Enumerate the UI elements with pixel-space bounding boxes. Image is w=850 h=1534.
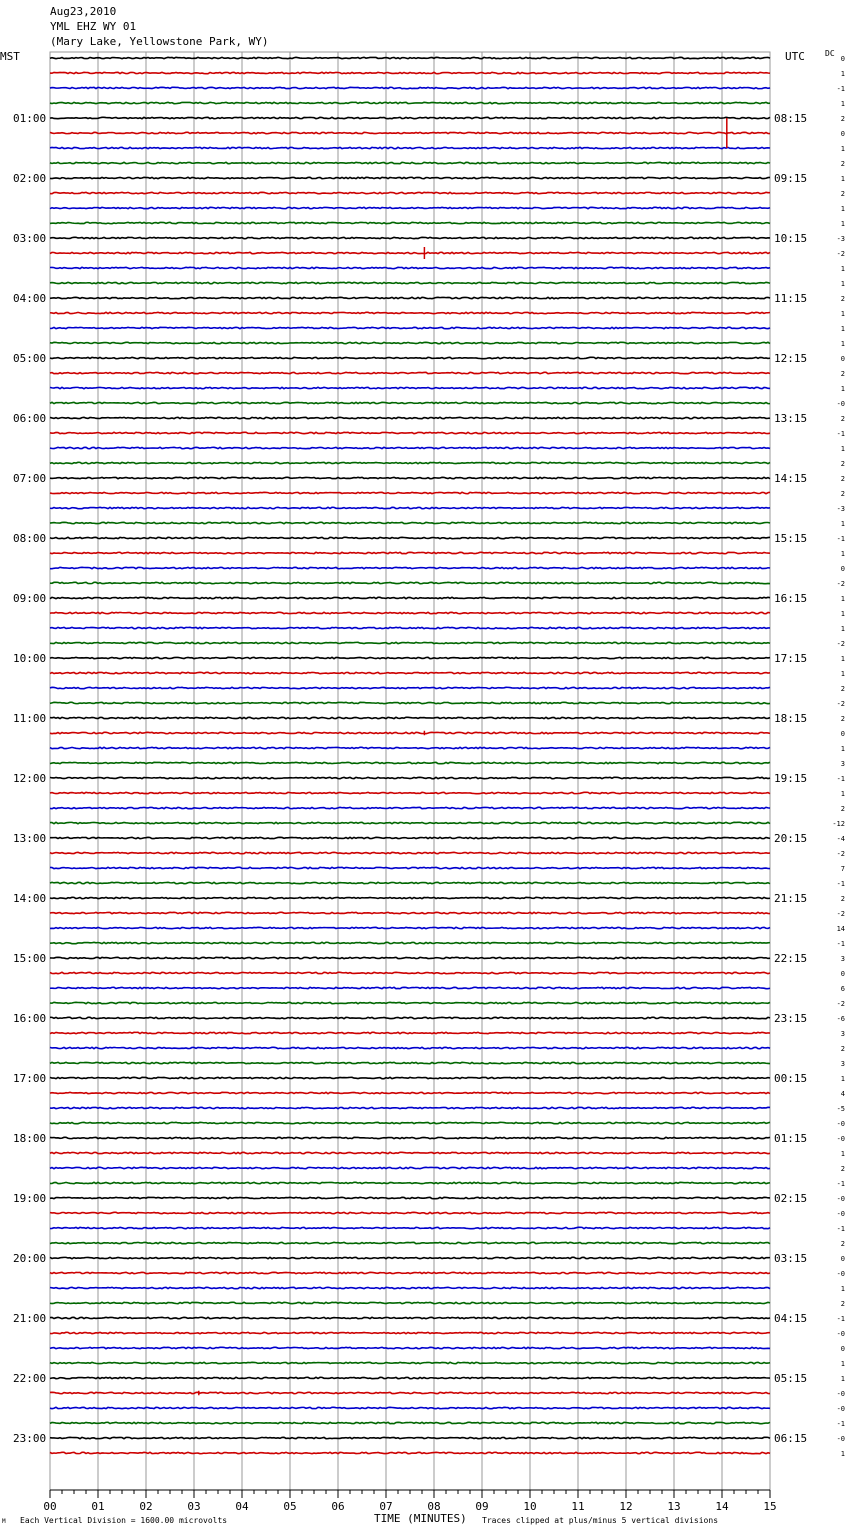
dc-value: 0: [840, 730, 845, 738]
dc-value: -1: [836, 1180, 845, 1188]
trace-line: [50, 732, 770, 733]
trace-line: [50, 912, 770, 913]
utc-hour-label: 16:15: [774, 592, 808, 605]
dc-value: -0: [836, 1435, 845, 1443]
trace-line: [50, 1137, 770, 1138]
x-tick-label: 02: [139, 1500, 153, 1513]
dc-value: 1: [840, 385, 845, 393]
trace-line: [50, 432, 770, 433]
trace-line: [50, 1077, 770, 1078]
trace-line: [50, 1152, 770, 1153]
utc-hour-label: 04:15: [774, 1312, 808, 1325]
trace-line: [50, 477, 770, 478]
mst-hour-label: 11:00: [13, 712, 47, 725]
trace-line: [50, 837, 770, 838]
utc-hour-label: 00:15: [774, 1072, 808, 1085]
dc-value: 2: [840, 895, 845, 903]
mst-hour-label: 13:00: [13, 832, 47, 845]
trace-line: [50, 1227, 770, 1228]
trace-line: [50, 1392, 770, 1393]
dc-value: 2: [840, 160, 845, 168]
dc-value: 1: [840, 550, 845, 558]
dc-value: 2: [840, 415, 845, 423]
dc-value: 2: [840, 190, 845, 198]
dc-value: 2: [840, 805, 845, 813]
trace-line: [50, 777, 770, 778]
dc-value: 1: [840, 610, 845, 618]
trace-line: [50, 1182, 770, 1183]
trace-line: [50, 1122, 770, 1123]
dc-value: 2: [840, 1045, 845, 1053]
dc-value: -2: [836, 700, 845, 708]
trace-line: [50, 1047, 770, 1048]
dc-value: -1: [836, 85, 845, 93]
trace-line: [50, 747, 770, 748]
dc-value: -6: [836, 1015, 845, 1023]
dc-value: 1: [840, 790, 845, 798]
trace-line: [50, 957, 770, 958]
header-station: YML EHZ WY 01: [50, 20, 137, 33]
x-axis-label: TIME (MINUTES): [374, 1512, 467, 1525]
utc-hour-label: 20:15: [774, 832, 808, 845]
x-tick-label: 14: [715, 1500, 729, 1513]
dc-value: -1: [836, 940, 845, 948]
trace-line: [50, 192, 770, 193]
utc-hour-label: 11:15: [774, 292, 808, 305]
dc-value: -0: [836, 1135, 845, 1143]
dc-value: -0: [836, 1330, 845, 1338]
utc-hour-label: 05:15: [774, 1372, 808, 1385]
dc-value: 3: [840, 1060, 845, 1068]
dc-value: -2: [836, 850, 845, 858]
dc-value: -2: [836, 250, 845, 258]
trace-line: [50, 1197, 770, 1198]
dc-value: -1: [836, 1420, 845, 1428]
dc-value: 2: [840, 295, 845, 303]
utc-hour-label: 19:15: [774, 772, 808, 785]
mst-hour-label: 10:00: [13, 652, 47, 665]
dc-value: -3: [836, 235, 845, 243]
mst-hour-label: 04:00: [13, 292, 47, 305]
trace-line: [50, 882, 770, 883]
trace-line: [50, 1242, 770, 1243]
dc-value: 1: [840, 340, 845, 348]
dc-value: -0: [836, 1120, 845, 1128]
x-tick-label: 04: [235, 1500, 249, 1513]
trace-line: [50, 87, 770, 88]
trace-line: [50, 162, 770, 163]
x-tick-label: 12: [619, 1500, 633, 1513]
trace-line: [50, 207, 770, 208]
dc-value: -1: [836, 430, 845, 438]
dc-value: -1: [836, 775, 845, 783]
dc-value: 2: [840, 1240, 845, 1248]
utc-hour-label: 10:15: [774, 232, 808, 245]
dc-value: -2: [836, 1000, 845, 1008]
dc-value: 2: [840, 1300, 845, 1308]
trace-line: [50, 177, 770, 178]
trace-line: [50, 1107, 770, 1108]
dc-value: -12: [832, 820, 845, 828]
dc-value: -3: [836, 505, 845, 513]
trace-line: [50, 1272, 770, 1273]
trace-line: [50, 132, 770, 133]
dc-value: 0: [840, 1345, 845, 1353]
corner-mark: M: [2, 1518, 6, 1525]
dc-value: 2: [840, 685, 845, 693]
trace-line: [50, 402, 770, 403]
trace-line: [50, 1062, 770, 1063]
trace-line: [50, 327, 770, 328]
dc-value: 7: [840, 865, 845, 873]
mst-hour-label: 19:00: [13, 1192, 47, 1205]
dc-value: -0: [836, 1270, 845, 1278]
dc-value: 1: [840, 1150, 845, 1158]
trace-line: [50, 552, 770, 553]
trace-line: [50, 387, 770, 388]
mst-hour-label: 01:00: [13, 112, 47, 125]
dc-value: 2: [840, 1165, 845, 1173]
dc-value: 1: [840, 145, 845, 153]
trace-line: [50, 762, 770, 763]
dc-value: 0: [840, 55, 845, 63]
trace-line: [50, 282, 770, 283]
utc-hour-label: 13:15: [774, 412, 808, 425]
dc-value: -2: [836, 640, 845, 648]
trace-line: [50, 102, 770, 103]
utc-hour-label: 08:15: [774, 112, 808, 125]
dc-value: -2: [836, 910, 845, 918]
trace-line: [50, 357, 770, 358]
trace-line: [50, 1377, 770, 1378]
dc-value: 0: [840, 565, 845, 573]
utc-hour-label: 09:15: [774, 172, 808, 185]
dc-value: 2: [840, 370, 845, 378]
trace-line: [50, 522, 770, 523]
trace-line: [50, 1167, 770, 1168]
dc-value: 1: [840, 1360, 845, 1368]
mst-hour-label: 07:00: [13, 472, 47, 485]
dc-value: 2: [840, 115, 845, 123]
utc-hour-label: 18:15: [774, 712, 808, 725]
dc-value: -1: [836, 1315, 845, 1323]
trace-line: [50, 297, 770, 298]
dc-value: -1: [836, 1225, 845, 1233]
x-tick-label: 11: [571, 1500, 585, 1513]
trace-line: [50, 447, 770, 448]
header-location: (Mary Lake, Yellowstone Park, WY): [50, 35, 269, 48]
trace-line: [50, 1092, 770, 1093]
mst-hour-label: 22:00: [13, 1372, 47, 1385]
trace-line: [50, 582, 770, 583]
dc-value: 1: [840, 325, 845, 333]
dc-value: 1: [840, 625, 845, 633]
dc-value: 14: [836, 925, 845, 933]
dc-value: 1: [840, 520, 845, 528]
dc-value: 1: [840, 745, 845, 753]
trace-line: [50, 492, 770, 493]
trace-line: [50, 1002, 770, 1003]
mst-hour-label: 06:00: [13, 412, 47, 425]
trace-line: [50, 1347, 770, 1348]
dc-value: -0: [836, 1210, 845, 1218]
dc-value: 2: [840, 490, 845, 498]
x-tick-label: 07: [379, 1500, 393, 1513]
trace-line: [50, 417, 770, 418]
trace-line: [50, 1317, 770, 1318]
trace-line: [50, 372, 770, 373]
x-tick-label: 05: [283, 1500, 297, 1513]
dc-value: 1: [840, 1375, 845, 1383]
trace-line: [50, 1212, 770, 1213]
dc-value: 1: [840, 280, 845, 288]
utc-hour-label: 15:15: [774, 532, 808, 545]
trace-line: [50, 1257, 770, 1258]
trace-line: [50, 807, 770, 808]
x-tick-label: 03: [187, 1500, 201, 1513]
mst-hour-label: 14:00: [13, 892, 47, 905]
trace-line: [50, 1422, 770, 1423]
header-date: Aug23,2010: [50, 5, 117, 18]
utc-hour-label: 06:15: [774, 1432, 808, 1445]
dc-value: -4: [836, 835, 845, 843]
trace-line: [50, 657, 770, 658]
trace-line: [50, 642, 770, 643]
trace-line: [50, 927, 770, 928]
dc-value: 1: [840, 310, 845, 318]
x-tick-label: 01: [91, 1500, 105, 1513]
dc-value: 1: [840, 445, 845, 453]
trace-line: [50, 867, 770, 868]
dc-value: 4: [840, 1090, 845, 1098]
dc-value: -2: [836, 580, 845, 588]
utc-hour-label: 01:15: [774, 1132, 808, 1145]
utc-hour-label: 21:15: [774, 892, 808, 905]
trace-line: [50, 717, 770, 718]
mst-hour-label: 02:00: [13, 172, 47, 185]
dc-value: -1: [836, 535, 845, 543]
dc-value: -0: [836, 1195, 845, 1203]
mst-hour-label: 17:00: [13, 1072, 47, 1085]
mst-hour-label: 20:00: [13, 1252, 47, 1265]
dc-value: -0: [836, 1405, 845, 1413]
utc-hour-label: 23:15: [774, 1012, 808, 1025]
trace-line: [50, 1032, 770, 1033]
trace-line: [50, 1437, 770, 1438]
right-timezone-label: UTC: [785, 50, 805, 63]
dc-value: 0: [840, 355, 845, 363]
trace-line: [50, 57, 770, 58]
trace-line: [50, 942, 770, 943]
trace-line: [50, 117, 770, 118]
division-note: Each Vertical Division = 1600.00 microvolts: [20, 1516, 228, 1525]
dc-label: DC: [825, 49, 835, 58]
dc-value: 1: [840, 1450, 845, 1458]
mst-hour-label: 08:00: [13, 532, 47, 545]
dc-value: 0: [840, 130, 845, 138]
utc-hour-label: 14:15: [774, 472, 808, 485]
trace-line: [50, 507, 770, 508]
dc-value: 1: [840, 100, 845, 108]
trace-line: [50, 222, 770, 223]
trace-line: [50, 627, 770, 628]
trace-line: [50, 312, 770, 313]
trace-line: [50, 567, 770, 568]
trace-line: [50, 702, 770, 703]
dc-value: 2: [840, 715, 845, 723]
dc-value: 3: [840, 1030, 845, 1038]
trace-line: [50, 972, 770, 973]
trace-line: [50, 237, 770, 238]
trace-line: [50, 822, 770, 823]
trace-line: [50, 1407, 770, 1408]
dc-value: 1: [840, 205, 845, 213]
trace-line: [50, 897, 770, 898]
trace-line: [50, 1302, 770, 1303]
dc-value: 3: [840, 955, 845, 963]
dc-value: 1: [840, 265, 845, 273]
dc-value: -0: [836, 1390, 845, 1398]
trace-line: [50, 147, 770, 148]
mst-hour-label: 12:00: [13, 772, 47, 785]
mst-hour-label: 09:00: [13, 592, 47, 605]
mst-hour-label: 03:00: [13, 232, 47, 245]
trace-line: [50, 342, 770, 343]
utc-hour-label: 02:15: [774, 1192, 808, 1205]
trace-line: [50, 987, 770, 988]
trace-line: [50, 597, 770, 598]
dc-value: 1: [840, 175, 845, 183]
trace-line: [50, 537, 770, 538]
trace-line: [50, 1287, 770, 1288]
dc-value: 1: [840, 655, 845, 663]
x-tick-label: 08: [427, 1500, 441, 1513]
dc-value: 1: [840, 220, 845, 228]
utc-hour-label: 22:15: [774, 952, 808, 965]
trace-line: [50, 687, 770, 688]
trace-line: [50, 462, 770, 463]
dc-value: -1: [836, 880, 845, 888]
left-timezone-label: MST: [0, 50, 20, 63]
trace-line: [50, 1452, 770, 1453]
trace-line: [50, 267, 770, 268]
trace-line: [50, 1332, 770, 1333]
dc-value: 1: [840, 70, 845, 78]
x-tick-label: 09: [475, 1500, 489, 1513]
dc-value: 0: [840, 1255, 845, 1263]
dc-value: 1: [840, 1075, 845, 1083]
x-tick-label: 13: [667, 1500, 681, 1513]
trace-line: [50, 852, 770, 853]
dc-value: 2: [840, 460, 845, 468]
trace-line: [50, 792, 770, 793]
trace-line: [50, 612, 770, 613]
dc-value: 1: [840, 1285, 845, 1293]
utc-hour-label: 17:15: [774, 652, 808, 665]
dc-value: 0: [840, 970, 845, 978]
x-tick-label: 06: [331, 1500, 345, 1513]
mst-hour-label: 05:00: [13, 352, 47, 365]
trace-line: [50, 252, 770, 253]
dc-value: -0: [836, 400, 845, 408]
dc-value: 1: [840, 595, 845, 603]
clip-note: Traces clipped at plus/minus 5 vertical divisions: [482, 1516, 719, 1525]
mst-hour-label: 15:00: [13, 952, 47, 965]
dc-value: 3: [840, 760, 845, 768]
mst-hour-label: 16:00: [13, 1012, 47, 1025]
x-tick-label: 10: [523, 1500, 537, 1513]
dc-value: -5: [836, 1105, 845, 1113]
dc-value: 2: [840, 475, 845, 483]
trace-line: [50, 672, 770, 673]
mst-hour-label: 21:00: [13, 1312, 47, 1325]
utc-hour-label: 12:15: [774, 352, 808, 365]
trace-line: [50, 72, 770, 73]
utc-hour-label: 03:15: [774, 1252, 808, 1265]
trace-line: [50, 1017, 770, 1018]
mst-hour-label: 23:00: [13, 1432, 47, 1445]
x-tick-label: 15: [763, 1500, 777, 1513]
x-tick-label: 00: [43, 1500, 57, 1513]
dc-value: 6: [840, 985, 845, 993]
dc-value: 1: [840, 670, 845, 678]
trace-line: [50, 1362, 770, 1363]
mst-hour-label: 18:00: [13, 1132, 47, 1145]
